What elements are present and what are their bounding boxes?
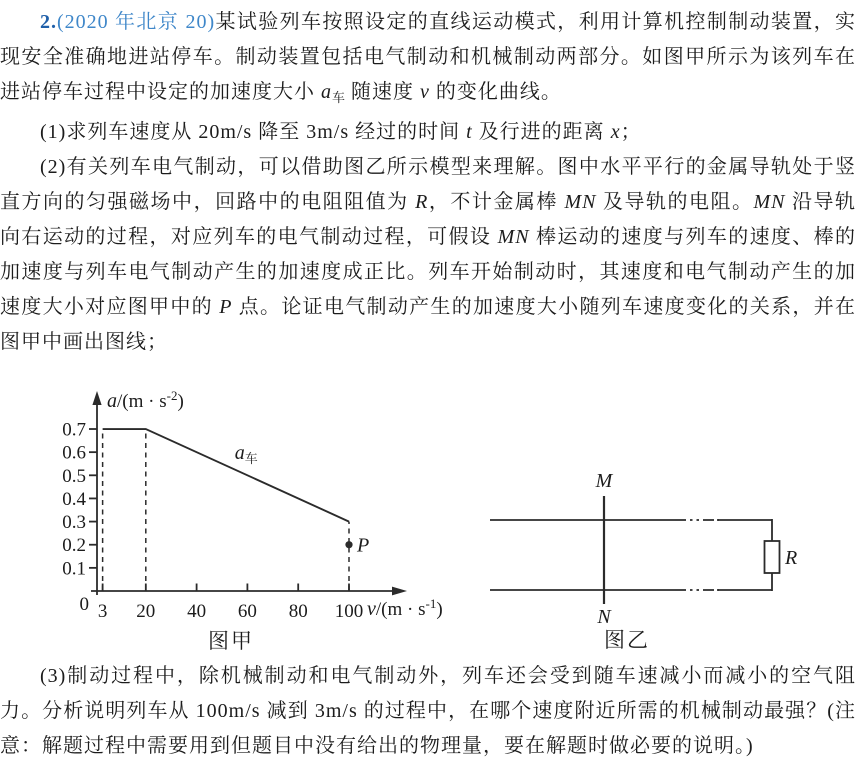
y-tick-label: 0.5 [62, 465, 86, 487]
y-axis-arrow [92, 391, 101, 405]
resistor [765, 541, 780, 573]
x-tick-label: 3 [97, 601, 108, 622]
rod-top-label: M [595, 470, 613, 492]
x-tick-label: 40 [187, 601, 207, 622]
rod-bottom-label: N [597, 606, 611, 628]
x-axis-label: $v/(m \cdot s^{-1})$ [367, 596, 443, 620]
text-segment: MN [564, 191, 597, 213]
point-p [345, 541, 352, 548]
text-segment: a [321, 81, 332, 103]
text-segment: 及导轨的电阻。 [596, 191, 754, 213]
y-tick-label: 0.6 [62, 442, 86, 464]
text-segment: 及行进的距离 [472, 121, 611, 143]
text-segment: ； [620, 121, 642, 143]
text-segment: 棒运动的速度与列车的速度、棒的加速度与列车电气制动产生的加速度成正比。列车开始制动时，其速度和电气制动产生的加速度大小对应图甲中的 [0, 226, 856, 318]
problem-intro [0, 5, 856, 115]
text-segment: MN [753, 191, 786, 213]
text-segment: 随速度 [345, 81, 421, 103]
figure-jia-svg [55, 384, 465, 659]
text-segment: (2)有关列车电气制动，可以借助图乙所示模型来理解。图中水平平行的金属导轨处于竖直方向的匀强磁场中，回路中的电阻阻值为 [0, 156, 856, 213]
figure-jia [55, 384, 465, 659]
resistor-label: R [785, 547, 798, 569]
text-segment: R [415, 191, 429, 213]
y-tick-label: 0.7 [62, 419, 86, 441]
text-segment: x [610, 121, 621, 143]
x-tick-label: 60 [237, 601, 257, 622]
x-axis-arrow [392, 587, 407, 596]
point-p-label: P [357, 534, 370, 557]
figure-yi-caption: 图乙 [604, 628, 650, 652]
text-segment: 的变化曲线。 [429, 81, 562, 103]
figure-jia-caption: 图甲 [208, 629, 254, 653]
text-segment: 沿导轨向右运动的过程，对应列车的电气制动过程，可假设 [0, 191, 856, 248]
y-tick-label: 0.1 [62, 558, 86, 580]
text-segment: ，不计金属棒 [428, 191, 565, 213]
axes [89, 391, 407, 595]
y-tick-label: 0.2 [62, 535, 86, 557]
text-segment: 2. [40, 11, 57, 33]
question-1 [0, 115, 856, 150]
text-segment: 某试验列车按照设定的直线运动模式，利用计算机控制制动装置，实现安全准确地进站停车。制动装置包括电气制动和机械制动两部分。如图甲所示为该列车在进站停车过程中设定的加速度大小 [0, 11, 856, 103]
y-axis-label: $a/(m \cdot s^{-2})$ [107, 388, 184, 412]
x-tick-label: 20 [136, 601, 156, 622]
text-segment: t [466, 121, 473, 143]
y-tick-label: 0.4 [62, 488, 86, 510]
figure-yi-svg [465, 419, 856, 659]
y-tick-label: 0.3 [62, 512, 86, 534]
x-tick-label: 80 [288, 601, 308, 622]
text-segment: (1)求列车速度从 20m/s 降至 3m/s 经过的时间 [40, 121, 467, 143]
question-2 [0, 150, 856, 360]
text-segment: (3)制动过程中，除机械制动和电气制动外，列车还会受到随车速减小而减小的空气阻力。分析说明列车从 100m/s 减到 3m/s 的过程中，在哪个速度附近所需的机械制动最强？(注意：解题过程中需要用到但题目中没有给出的物理量，要在解题时做必要的说明。) [0, 665, 856, 757]
problem-document [0, 5, 856, 764]
origin-label: 0 [79, 594, 89, 615]
text-segment: 车 [332, 90, 346, 105]
x-tick-label: 100 [334, 601, 364, 622]
text-segment: P [219, 296, 233, 318]
text-segment: v [420, 81, 430, 103]
text-segment: MN [497, 226, 530, 248]
acceleration-curve [103, 429, 349, 522]
text-segment: 点。论证电气制动产生的加速度大小随列车速度变化的关系，并在图甲中画出图线； [0, 296, 856, 353]
figures-row [0, 384, 856, 659]
figure-yi [465, 419, 856, 659]
question-3 [0, 659, 856, 764]
curve-label: $a_车$ [234, 442, 258, 467]
text-segment: (2020 年北京 20) [57, 11, 216, 33]
